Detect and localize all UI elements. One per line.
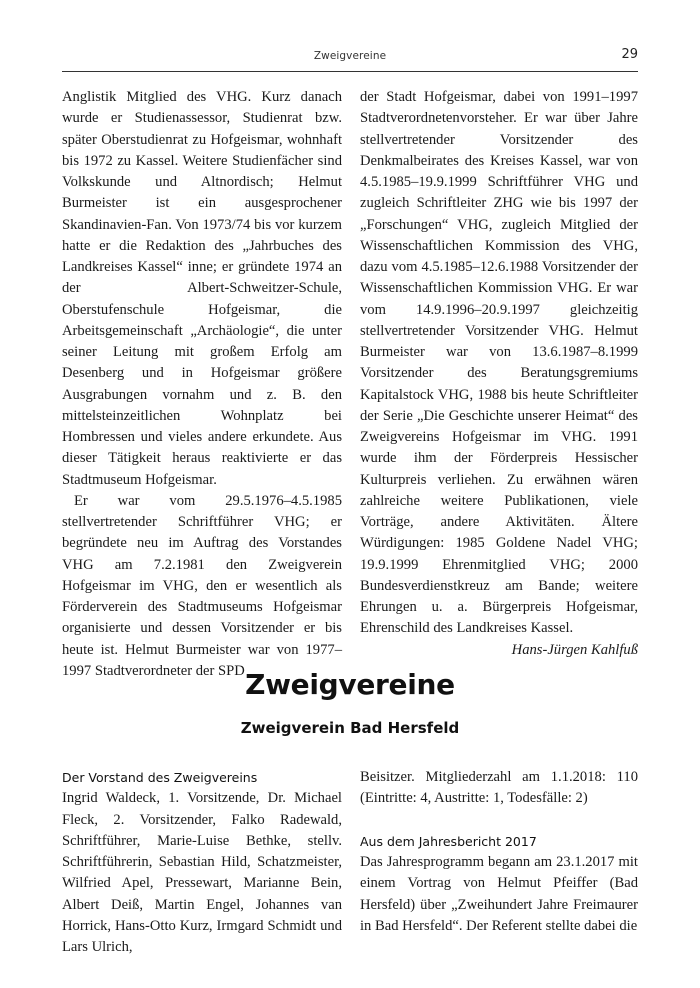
subhead-annual-report: Aus dem Jahresbericht 2017 bbox=[360, 833, 537, 849]
subhead-board: Der Vorstand des Zweigvereins bbox=[62, 770, 258, 785]
section-subtitle: Zweigverein Bad Hersfeld bbox=[240, 719, 460, 737]
body-paragraph: Ingrid Waldeck, 1. Vorsitzende, Dr. Michael Fleck, 2. Vorsitzender, Falko Radewald, Schriftführer, Marie-Luise Bethke, stellv. Schriftführerin, Sebastian Hild, Schatzmeister, Wilfried Apel, Pressewart, Marianne Bein, Albert Deiß, Martin Engel, Johannes van Horrick, Hans-Otto Kurz, Irmgard Schmidt und Lars Ulrich, bbox=[62, 790, 342, 955]
section-title: Zweigvereine bbox=[245, 668, 455, 701]
body-paragraph: Das Jahresprogramm begann am 23.1.2017 mit einem Vortrag von Helmut Pfeiffer (Bad Hersfeld) über „Zweihundert Jahre Freimaurer in Bad Hersfeld“. Der Referent stellte dabei die bbox=[360, 854, 638, 934]
body-paragraph: Er war vom 29.5.1976–4.5.1985 stellvertretender Schriftführer VHG; er begründete neu im Auftrag des Vorstandes VHG am 7.2.1981 den Zweigverein Hofgeismar im VHG, den er wesentlich als Förderverein des Stadtmuseums Hofgeismar organisierte und dessen Vorsitzender er bis heute ist. Helmut Burmeister war von 1977–1997 Stadtverordneter der SPD bbox=[62, 492, 342, 679]
spacer bbox=[360, 810, 638, 831]
section-left-column bbox=[62, 767, 342, 958]
author-signature: Hans-Jürgen Kahlfuß bbox=[511, 641, 638, 658]
running-header bbox=[62, 47, 638, 72]
section-right-column bbox=[360, 767, 638, 937]
body-paragraph: Beisitzer. Mitgliederzahl am 1.1.2018: 110 (Eintritte: 4, Austritte: 1, Todesfälle: 2) bbox=[360, 769, 638, 807]
body-paragraph: der Stadt Hofgeismar, dabei von 1991–1997 Stadtverordnetenvorsteher. Er war über Jahre stellvertretender Vorsitzender des Denkmalbeirates des Kreises Kassel, war von 4.5.1985–19.9.1999 Schriftführer VHG und zugleich Schriftleiter ZHG wie bis 1997 der „Forschungen“ VHG, zugleich Mitglied der Wissenschaftlichen Kommission des VHG, dazu vom 4.5.1985–12.6.1988 Vorsitzender der Wissenschaftlichen Kommission VHG. Er war vom 14.9.1996–20.9.1997 gleichzeitig stellvertretender Vorsitzender VHG. Helmut Burmeister war von 13.6.1987–8.1999 Vorsitzender des Beratungsgremiums Kapitalstock VHG, 1988 bis heute Schriftleiter der Serie „Die Geschichte unserer Heimat“ des Zweigvereins Hofgeismar im VHG. 1991 wurde ihm der Förderpreis Hessischer Kulturpreis verliehen. Zu erwähnen wären zahlreiche weitere Publikationen, viele Vorträge, andere Aktivitäten. Ältere Würdigungen: 1985 Goldene Nadel VHG; 19.9.1999 Ehrenmitglied VHG; 2000 Bundesverdienstkreuz am Bande; weitere Ehrungen u. a. Bürgerpreis Hofgeismar, Ehrenschild des Landkreises Kassel. bbox=[360, 89, 638, 637]
page-number: 29 bbox=[621, 47, 638, 62]
body-paragraph: Anglistik Mitglied des VHG. Kurz danach wurde er Studienassessor, Studienrat bzw. später Oberstudienrat zu Hofgeismar, wohnhaft bis 1972 zu Kassel. Weitere Studienfächer sind Volkskunde und Altnordisch; Helmut Burmeister ist ein ausgesprochener Skandinavien-Fan. Von 1973/74 bis vor kurzem hatte er die Redaktion des „Jahrbuches des Landkreises Kassel“ inne; er gründete 1974 an der Albert-Schweitzer-Schule, Oberstufenschule Hofgeismar, die Arbeitsgemeinschaft „Archäologie“, die unter seiner Leitung mit großem Erfolg am Desenberg und in Hofgeismar größere Ausgrabungen vornahm und z. B. den mittelsteinzeitlichen Wohnplatz bei Hombressen und vieles andere erkundete. Aus dieser Tätigkeit heraus reaktivierte er das Stadtmuseum Hofgeismar. bbox=[62, 89, 342, 488]
running-title: Zweigvereine bbox=[313, 50, 387, 62]
top-article-left-column bbox=[62, 87, 342, 682]
top-article-right-column bbox=[360, 87, 638, 661]
